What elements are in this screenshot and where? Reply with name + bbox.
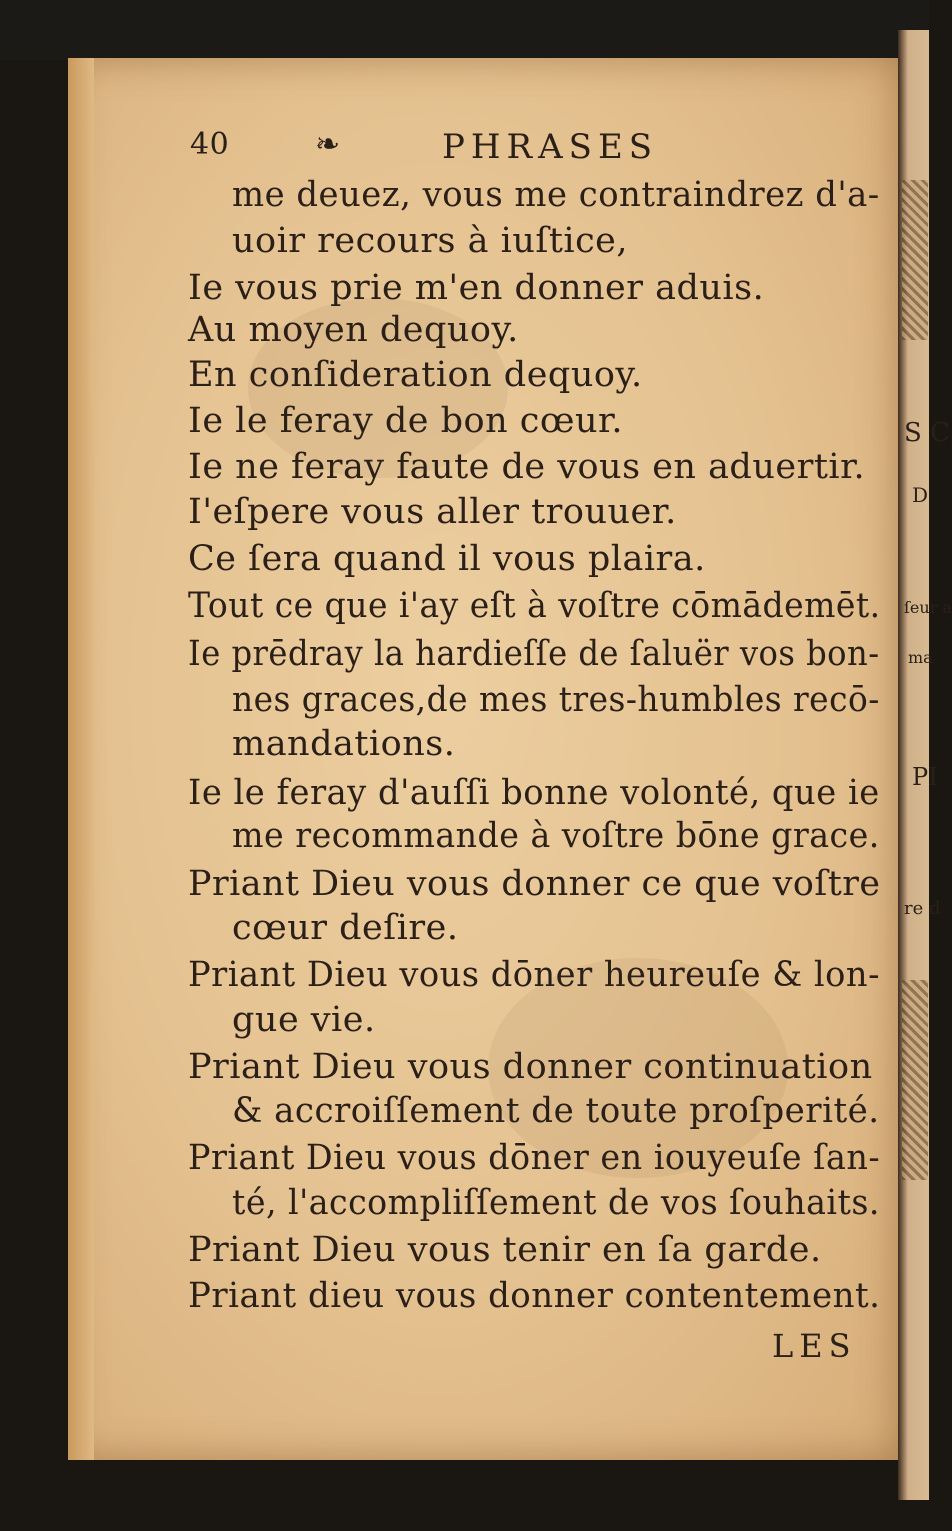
facing-fragment: D: [912, 483, 929, 507]
text-line: me deuez, vous me contraindrez d'a-: [232, 175, 880, 215]
running-title: PHRASES: [442, 127, 659, 167]
text-line: Priant dieu vous donner contentement.: [188, 1276, 881, 1316]
facing-fragment: re d: [904, 898, 941, 919]
text-line: Priant Dieu vous dōner en iouyeuſe ſan-: [188, 1138, 881, 1178]
facing-page-edge: [898, 30, 952, 1500]
text-line: mandations.: [232, 724, 456, 764]
facing-fragment: ſeur a: [904, 598, 952, 617]
text-line: En conſideration dequoy.: [188, 355, 643, 395]
page-edge: [68, 58, 94, 1460]
text-line: Ie vous prie m'en donner aduis.: [188, 268, 765, 308]
facing-ornament: [902, 980, 928, 1180]
text-line: Priant Dieu vous donner ce que voſtre: [188, 864, 881, 904]
text-line: gue vie.: [232, 1000, 376, 1040]
fleuron-icon: ❧: [315, 127, 341, 162]
text-line: & accroiſſement de toute proſperité.: [232, 1091, 880, 1131]
facing-fragment: ma: [908, 648, 933, 667]
text-line: Tout ce que i'ay eſt à voſtre cōmādemēt.: [188, 586, 881, 626]
text-line: té, l'accompliſſement de vos ſouhaits.: [232, 1183, 880, 1223]
text-line: I'eſpere vous aller trouuer.: [188, 492, 677, 532]
text-line: Priant Dieu vous donner continuation: [188, 1047, 873, 1087]
text-line: me recommande à voſtre bōne grace.: [232, 816, 880, 856]
book-backdrop: [0, 0, 929, 60]
facing-fragment: S C: [904, 418, 950, 448]
text-line: Au moyen dequoy.: [188, 310, 519, 350]
text-line: cœur deſire.: [232, 908, 459, 948]
text-line: Ie le feray de bon cœur.: [188, 401, 624, 441]
page-number: 40: [190, 127, 230, 162]
facing-fragment: PI: [912, 763, 938, 791]
text-line: Priant Dieu vous dōner heureuſe & lon-: [188, 955, 880, 995]
text-line: nes graces,de mes tres-humbles recō-: [232, 680, 880, 720]
text-line: uoir recours à iuſtice,: [232, 221, 629, 261]
text-line: Ie ne feray faute de vous en aduertir.: [188, 447, 866, 487]
catchword: LES: [772, 1327, 857, 1365]
facing-ornament: [902, 180, 928, 340]
text-line: Priant Dieu vous tenir en ſa garde.: [188, 1230, 822, 1270]
text-line: Ce ſera quand il vous plaira.: [188, 539, 706, 579]
text-line: Ie le feray d'auſſi bonne volonté, que ie: [188, 773, 880, 813]
text-line: Ie prēdray la hardieſſe de ſaluër vos bon-: [188, 634, 880, 674]
